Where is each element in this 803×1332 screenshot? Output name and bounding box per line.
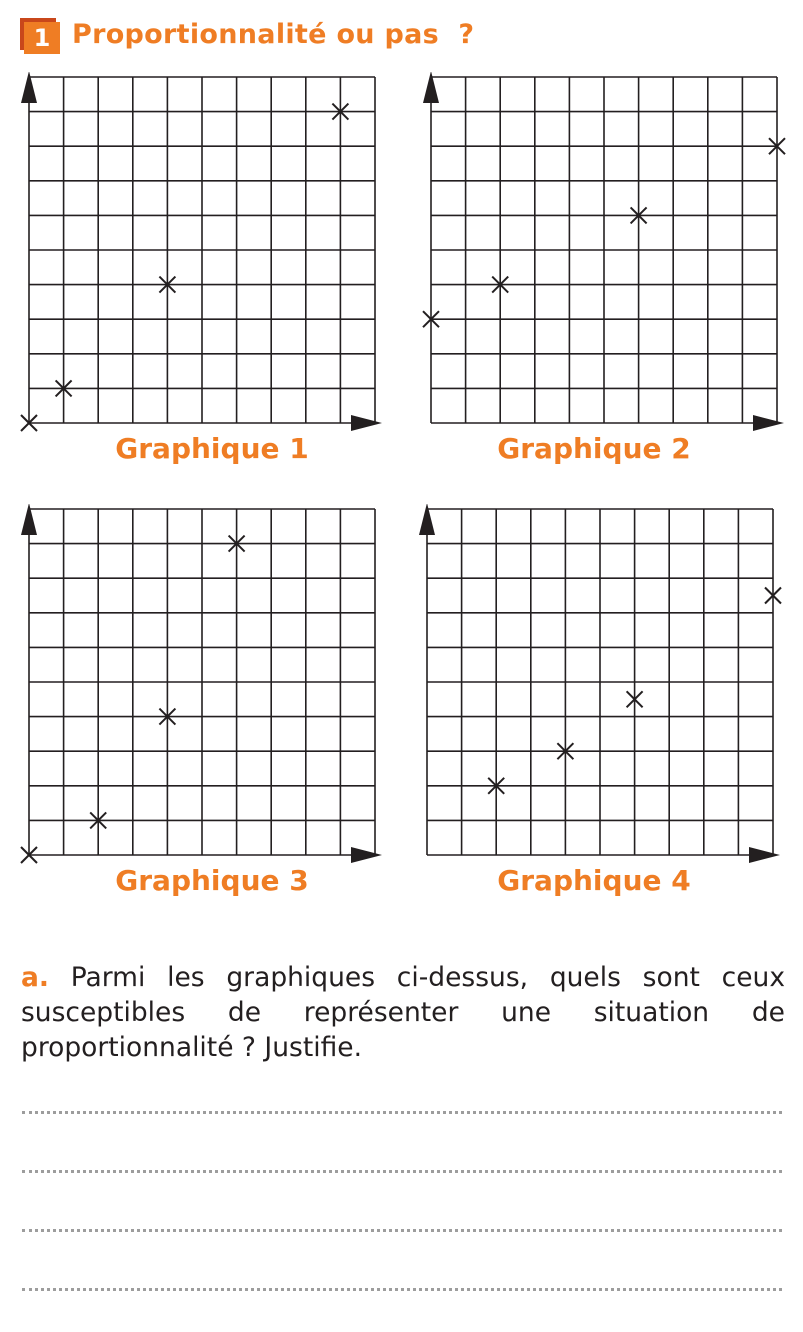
graph-4-grid: [408, 504, 788, 864]
graph-3-grid: [10, 504, 390, 864]
exercise-title: Proportionnalité ou pas ?: [72, 19, 475, 50]
x-axis-arrow: [749, 847, 780, 863]
x-axis-arrow: [351, 415, 382, 431]
answer-line-1[interactable]: [22, 1111, 782, 1114]
graph-1-grid: [10, 72, 390, 432]
x-axis-arrow: [351, 847, 382, 863]
graph-1-caption: Graphique 1: [115, 432, 309, 465]
graph-4-caption: Graphique 4: [497, 864, 691, 897]
exercise-number-badge: [20, 18, 60, 54]
question-a: [21, 960, 785, 1065]
question-text: Parmi les graphiques ci-dessus, quels sont ceux susceptibles de représenter une situation de proportionnalité ? Justifie.: [21, 962, 785, 1063]
graph-1: [10, 72, 390, 432]
graph-2-caption: Graphique 2: [497, 432, 691, 465]
answer-line-4[interactable]: [22, 1288, 782, 1291]
exercise-number: 1: [24, 22, 60, 54]
graph-3: [10, 504, 390, 864]
graph-3-caption: Graphique 3: [115, 864, 309, 897]
x-axis-arrow: [753, 415, 784, 431]
question-label: a.: [21, 962, 49, 993]
exercise-header: [20, 14, 780, 54]
graph-4: [408, 504, 788, 864]
graph-2-grid: [412, 72, 792, 432]
answer-line-3[interactable]: [22, 1229, 782, 1232]
graph-2: [412, 72, 792, 432]
answer-line-2[interactable]: [22, 1170, 782, 1173]
